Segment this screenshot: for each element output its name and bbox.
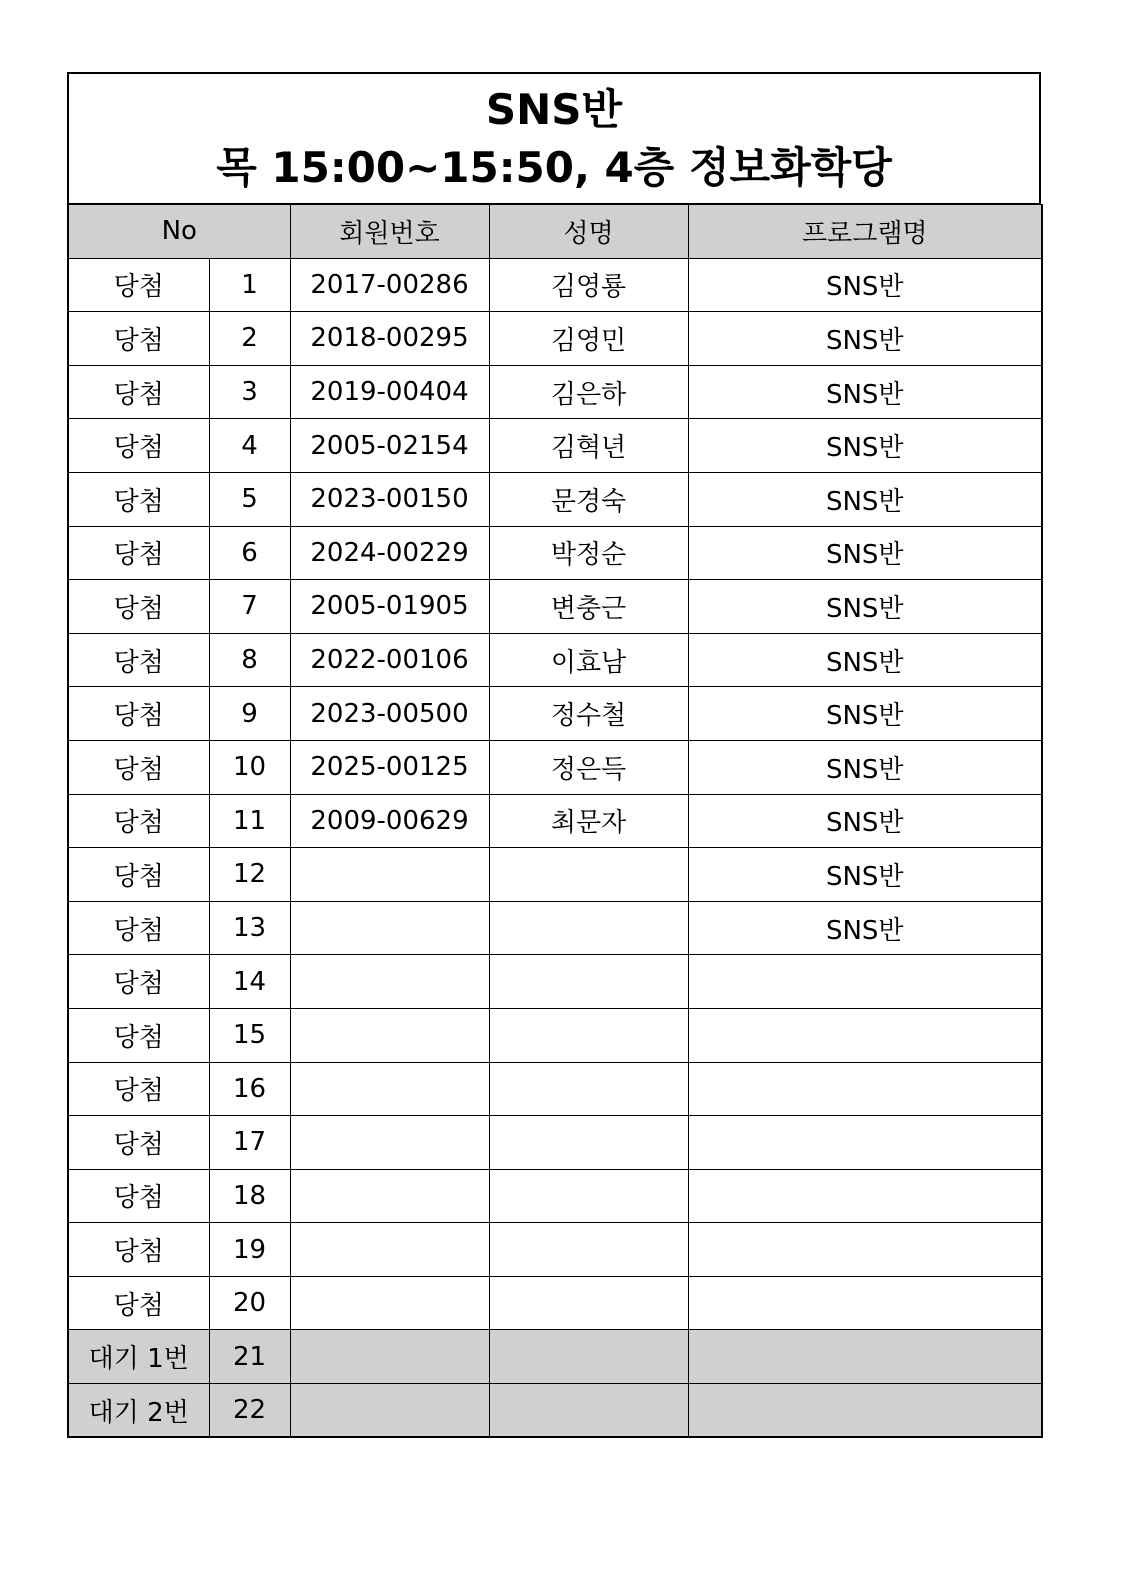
table-row [68, 848, 1042, 902]
cell-name [489, 1276, 688, 1330]
cell-name [489, 901, 688, 955]
cell-status: 당첨 [68, 633, 209, 687]
cell-no: 12 [209, 848, 290, 902]
cell-status: 당첨 [68, 472, 209, 526]
cell-name: 김혁년 [489, 419, 688, 473]
cell-no: 15 [209, 1008, 290, 1062]
cell-program [688, 1276, 1042, 1330]
cell-member-id [290, 955, 489, 1009]
class-title: SNS반 [485, 84, 623, 134]
cell-status: 당첨 [68, 1276, 209, 1330]
cell-status: 당첨 [68, 580, 209, 634]
cell-name: 정은득 [489, 740, 688, 794]
table-row [68, 1008, 1042, 1062]
cell-member-id: 2024-00229 [290, 526, 489, 580]
cell-program: SNS반 [688, 740, 1042, 794]
header-program: 프로그램명 [688, 205, 1042, 259]
table-row [68, 740, 1042, 794]
cell-name: 변충근 [489, 580, 688, 634]
cell-program: SNS반 [688, 365, 1042, 419]
cell-program [688, 1008, 1042, 1062]
cell-no: 13 [209, 901, 290, 955]
cell-program [688, 1330, 1042, 1384]
cell-status: 당첨 [68, 1223, 209, 1277]
cell-no: 5 [209, 472, 290, 526]
cell-member-id [290, 1062, 489, 1116]
cell-program [688, 1384, 1042, 1438]
cell-no: 3 [209, 365, 290, 419]
cell-no: 16 [209, 1062, 290, 1116]
table-row [68, 1062, 1042, 1116]
cell-name [489, 1062, 688, 1116]
cell-member-id: 2025-00125 [290, 740, 489, 794]
cell-status: 당첨 [68, 955, 209, 1009]
table-row [68, 1384, 1042, 1438]
cell-status: 대기 1번 [68, 1330, 209, 1384]
header-member-id: 회원번호 [290, 205, 489, 259]
cell-member-id: 2005-02154 [290, 419, 489, 473]
cell-program: SNS반 [688, 526, 1042, 580]
table-row [68, 1169, 1042, 1223]
cell-program: SNS반 [688, 848, 1042, 902]
cell-member-id: 2005-01905 [290, 580, 489, 634]
cell-program [688, 1116, 1042, 1170]
table-row [68, 258, 1042, 312]
cell-member-id [290, 1008, 489, 1062]
cell-member-id: 2023-00150 [290, 472, 489, 526]
cell-program: SNS반 [688, 687, 1042, 741]
table-header-row [68, 205, 1042, 259]
table-row [68, 365, 1042, 419]
cell-no: 8 [209, 633, 290, 687]
cell-no: 22 [209, 1384, 290, 1438]
class-schedule: 목 15:00~15:50, 4층 정보화학당 [216, 142, 892, 192]
cell-status: 당첨 [68, 901, 209, 955]
table-row [68, 955, 1042, 1009]
table-row [68, 419, 1042, 473]
cell-name [489, 955, 688, 1009]
cell-member-id [290, 848, 489, 902]
cell-no: 19 [209, 1223, 290, 1277]
result-table [67, 204, 1043, 1438]
cell-status: 당첨 [68, 419, 209, 473]
cell-no: 21 [209, 1330, 290, 1384]
cell-program [688, 1223, 1042, 1277]
lottery-result-sheet [67, 72, 1041, 1438]
cell-program [688, 1062, 1042, 1116]
cell-name: 문경숙 [489, 472, 688, 526]
cell-program: SNS반 [688, 794, 1042, 848]
cell-no: 14 [209, 955, 290, 1009]
cell-member-id [290, 1330, 489, 1384]
table-row [68, 1276, 1042, 1330]
cell-status: 당첨 [68, 365, 209, 419]
cell-name [489, 1169, 688, 1223]
cell-status: 당첨 [68, 1008, 209, 1062]
cell-name: 김영민 [489, 312, 688, 366]
cell-no: 9 [209, 687, 290, 741]
table-row [68, 312, 1042, 366]
cell-name: 박정순 [489, 526, 688, 580]
header-name: 성명 [489, 205, 688, 259]
table-row [68, 1223, 1042, 1277]
cell-name [489, 1008, 688, 1062]
cell-member-id: 2017-00286 [290, 258, 489, 312]
cell-status: 당첨 [68, 740, 209, 794]
cell-name: 김영룡 [489, 258, 688, 312]
cell-no: 17 [209, 1116, 290, 1170]
cell-status: 당첨 [68, 794, 209, 848]
cell-program: SNS반 [688, 901, 1042, 955]
cell-program: SNS반 [688, 258, 1042, 312]
cell-no: 11 [209, 794, 290, 848]
table-row [68, 472, 1042, 526]
cell-program [688, 1169, 1042, 1223]
cell-name [489, 1330, 688, 1384]
cell-member-id: 2009-00629 [290, 794, 489, 848]
cell-status: 당첨 [68, 1116, 209, 1170]
cell-member-id [290, 1223, 489, 1277]
cell-no: 6 [209, 526, 290, 580]
cell-name: 최문자 [489, 794, 688, 848]
cell-name [489, 1116, 688, 1170]
cell-member-id [290, 1116, 489, 1170]
cell-member-id: 2023-00500 [290, 687, 489, 741]
cell-no: 7 [209, 580, 290, 634]
table-row [68, 794, 1042, 848]
cell-status: 당첨 [68, 687, 209, 741]
cell-status: 당첨 [68, 526, 209, 580]
table-row [68, 1330, 1042, 1384]
cell-program: SNS반 [688, 580, 1042, 634]
cell-program [688, 955, 1042, 1009]
cell-program: SNS반 [688, 472, 1042, 526]
cell-no: 1 [209, 258, 290, 312]
header-no: No [68, 205, 290, 259]
cell-name: 이효남 [489, 633, 688, 687]
cell-name [489, 1223, 688, 1277]
cell-member-id [290, 1169, 489, 1223]
table-row [68, 901, 1042, 955]
cell-status: 당첨 [68, 1169, 209, 1223]
table-row [68, 1116, 1042, 1170]
cell-no: 20 [209, 1276, 290, 1330]
cell-status: 당첨 [68, 848, 209, 902]
title-box [67, 72, 1041, 204]
cell-no: 4 [209, 419, 290, 473]
cell-name: 김은하 [489, 365, 688, 419]
cell-member-id: 2018-00295 [290, 312, 489, 366]
cell-no: 2 [209, 312, 290, 366]
cell-member-id: 2022-00106 [290, 633, 489, 687]
cell-program: SNS반 [688, 633, 1042, 687]
cell-member-id [290, 901, 489, 955]
cell-name [489, 1384, 688, 1438]
cell-status: 당첨 [68, 312, 209, 366]
cell-status: 대기 2번 [68, 1384, 209, 1438]
cell-no: 10 [209, 740, 290, 794]
cell-status: 당첨 [68, 1062, 209, 1116]
cell-member-id: 2019-00404 [290, 365, 489, 419]
table-row [68, 580, 1042, 634]
cell-member-id [290, 1384, 489, 1438]
table-row [68, 526, 1042, 580]
cell-name: 정수철 [489, 687, 688, 741]
cell-program: SNS반 [688, 419, 1042, 473]
cell-no: 18 [209, 1169, 290, 1223]
table-row [68, 687, 1042, 741]
cell-member-id [290, 1276, 489, 1330]
cell-status: 당첨 [68, 258, 209, 312]
cell-program: SNS반 [688, 312, 1042, 366]
table-row [68, 633, 1042, 687]
cell-name [489, 848, 688, 902]
